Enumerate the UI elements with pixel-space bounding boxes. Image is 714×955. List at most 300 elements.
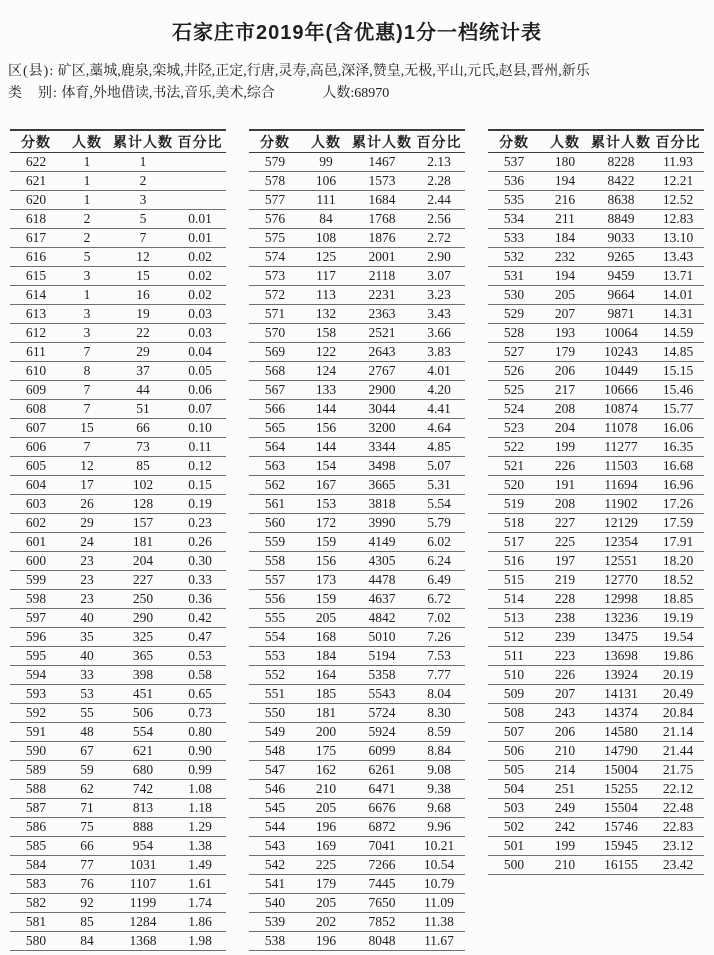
table-row [10, 913, 226, 932]
cell-count: 99 [301, 153, 351, 172]
cell-count: 199 [540, 837, 590, 856]
cell-cumulative: 14131 [590, 685, 652, 704]
cell-percent: 7.02 [413, 609, 465, 628]
cell-score: 599 [10, 571, 62, 590]
cell-score: 533 [488, 229, 540, 248]
cell-percent: 0.01 [174, 210, 226, 229]
cell-count: 223 [540, 647, 590, 666]
cell-score: 604 [10, 476, 62, 495]
table-row [10, 761, 226, 780]
cell-count: 154 [301, 457, 351, 476]
cell-score: 573 [249, 267, 301, 286]
cell-cumulative: 5724 [351, 704, 413, 723]
table-row [249, 153, 465, 172]
cell-count: 232 [540, 248, 590, 267]
cell-cumulative: 11503 [590, 457, 652, 476]
cell-cumulative: 1107 [112, 875, 174, 894]
cell-cumulative: 10243 [590, 343, 652, 362]
cell-count: 168 [301, 628, 351, 647]
cell-count: 122 [301, 343, 351, 362]
cell-score: 548 [249, 742, 301, 761]
table-row [249, 666, 465, 685]
table-row [10, 495, 226, 514]
table-row [249, 552, 465, 571]
cell-cumulative: 365 [112, 647, 174, 666]
cell-count: 84 [62, 932, 112, 951]
table-row [10, 305, 226, 324]
table-row [10, 666, 226, 685]
cell-count: 243 [540, 704, 590, 723]
cell-count: 184 [301, 647, 351, 666]
cell-cumulative: 2363 [351, 305, 413, 324]
cell-cumulative: 3 [112, 191, 174, 210]
cell-count: 184 [540, 229, 590, 248]
cell-score: 605 [10, 457, 62, 476]
cell-count: 202 [301, 913, 351, 932]
cell-score: 553 [249, 647, 301, 666]
col-header-count: 人数 [540, 130, 590, 153]
cell-count: 196 [301, 818, 351, 837]
cell-count: 5 [62, 248, 112, 267]
cell-percent: 0.02 [174, 248, 226, 267]
cell-score: 613 [10, 305, 62, 324]
cell-percent: 3.07 [413, 267, 465, 286]
cell-score: 565 [249, 419, 301, 438]
cell-percent: 0.58 [174, 666, 226, 685]
cell-percent: 15.15 [652, 362, 704, 381]
table-row [488, 191, 704, 210]
cell-percent: 7.53 [413, 647, 465, 666]
table-row [249, 267, 465, 286]
cell-score: 608 [10, 400, 62, 419]
table-row [249, 286, 465, 305]
cell-percent: 19.19 [652, 609, 704, 628]
cell-cumulative: 6261 [351, 761, 413, 780]
table-row [488, 818, 704, 837]
table-row [488, 552, 704, 571]
cell-percent: 1.86 [174, 913, 226, 932]
cell-cumulative: 11277 [590, 438, 652, 457]
cell-score: 536 [488, 172, 540, 191]
cell-count: 59 [62, 761, 112, 780]
table-row [10, 343, 226, 362]
cell-percent: 16.35 [652, 438, 704, 457]
cell-score: 589 [10, 761, 62, 780]
cell-percent: 20.84 [652, 704, 704, 723]
cell-score: 540 [249, 894, 301, 913]
cell-score: 606 [10, 438, 62, 457]
cell-count: 251 [540, 780, 590, 799]
col-header-count: 人数 [301, 130, 351, 153]
cell-cumulative: 11694 [590, 476, 652, 495]
cell-count: 162 [301, 761, 351, 780]
cell-percent: 20.19 [652, 666, 704, 685]
cell-count: 132 [301, 305, 351, 324]
cell-cumulative: 6676 [351, 799, 413, 818]
table-row [10, 191, 226, 210]
table-row [488, 609, 704, 628]
table-row [488, 400, 704, 419]
table-row [249, 210, 465, 229]
cell-score: 557 [249, 571, 301, 590]
cell-count: 12 [62, 457, 112, 476]
cell-percent: 8.30 [413, 704, 465, 723]
cell-percent: 23.12 [652, 837, 704, 856]
cell-percent: 0.47 [174, 628, 226, 647]
table-row [10, 229, 226, 248]
table-row [10, 533, 226, 552]
cell-count: 15 [62, 419, 112, 438]
cell-score: 509 [488, 685, 540, 704]
cell-percent: 11.38 [413, 913, 465, 932]
cell-score: 574 [249, 248, 301, 267]
cell-count: 67 [62, 742, 112, 761]
cell-score: 586 [10, 818, 62, 837]
cell-cumulative: 250 [112, 590, 174, 609]
cell-percent: 23.42 [652, 856, 704, 875]
cell-percent: 0.73 [174, 704, 226, 723]
cell-score: 511 [488, 647, 540, 666]
cell-percent: 0.03 [174, 305, 226, 324]
cell-cumulative: 3498 [351, 457, 413, 476]
cell-cumulative: 12551 [590, 552, 652, 571]
cell-cumulative: 506 [112, 704, 174, 723]
cell-percent: 9.96 [413, 818, 465, 837]
cell-cumulative: 13698 [590, 647, 652, 666]
table-row [488, 647, 704, 666]
cell-count: 3 [62, 305, 112, 324]
cell-score: 558 [249, 552, 301, 571]
table-row [10, 476, 226, 495]
table-row [488, 286, 704, 305]
cell-score: 513 [488, 609, 540, 628]
cell-cumulative: 19 [112, 305, 174, 324]
cell-score: 525 [488, 381, 540, 400]
table-row [249, 932, 465, 951]
cell-cumulative: 4842 [351, 609, 413, 628]
table-row [488, 742, 704, 761]
cell-score: 607 [10, 419, 62, 438]
cell-percent: 10.21 [413, 837, 465, 856]
cell-count: 108 [301, 229, 351, 248]
table-row [488, 723, 704, 742]
cell-cumulative: 22 [112, 324, 174, 343]
cell-cumulative: 680 [112, 761, 174, 780]
score-table-left [10, 129, 226, 951]
cell-score: 502 [488, 818, 540, 837]
cell-percent: 22.83 [652, 818, 704, 837]
cell-percent: 16.06 [652, 419, 704, 438]
cell-count: 206 [540, 723, 590, 742]
table-row [10, 932, 226, 951]
cell-cumulative: 3344 [351, 438, 413, 457]
cell-cumulative: 8422 [590, 172, 652, 191]
cell-score: 609 [10, 381, 62, 400]
cell-count: 175 [301, 742, 351, 761]
cell-cumulative: 8228 [590, 153, 652, 172]
table-row [10, 742, 226, 761]
cell-cumulative: 3665 [351, 476, 413, 495]
cell-percent: 16.96 [652, 476, 704, 495]
cell-cumulative: 8048 [351, 932, 413, 951]
cell-cumulative: 2 [112, 172, 174, 191]
cell-score: 591 [10, 723, 62, 742]
cell-cumulative: 2118 [351, 267, 413, 286]
cell-percent: 13.43 [652, 248, 704, 267]
cell-count: 113 [301, 286, 351, 305]
cell-cumulative: 9265 [590, 248, 652, 267]
cell-percent: 0.15 [174, 476, 226, 495]
cell-cumulative: 12998 [590, 590, 652, 609]
cell-cumulative: 6099 [351, 742, 413, 761]
cell-cumulative: 1031 [112, 856, 174, 875]
cell-cumulative: 10449 [590, 362, 652, 381]
header-row [10, 130, 226, 153]
cell-count: 33 [62, 666, 112, 685]
category-list: 体育,外地借读,书法,音乐,美术,综合 [61, 86, 275, 101]
cell-count: 76 [62, 875, 112, 894]
cell-count: 239 [540, 628, 590, 647]
cell-cumulative: 204 [112, 552, 174, 571]
cell-count: 7 [62, 343, 112, 362]
cell-percent: 0.80 [174, 723, 226, 742]
cell-cumulative: 51 [112, 400, 174, 419]
cell-cumulative: 3990 [351, 514, 413, 533]
cell-count: 40 [62, 609, 112, 628]
cell-cumulative: 12 [112, 248, 174, 267]
table-row [249, 248, 465, 267]
table-row [488, 324, 704, 343]
table-row [249, 343, 465, 362]
cell-percent: 4.01 [413, 362, 465, 381]
cell-percent: 18.85 [652, 590, 704, 609]
cell-count: 208 [540, 400, 590, 419]
cell-cumulative: 9664 [590, 286, 652, 305]
table-row [10, 647, 226, 666]
cell-percent: 4.41 [413, 400, 465, 419]
cell-count: 249 [540, 799, 590, 818]
header-row [249, 130, 465, 153]
cell-score: 554 [249, 628, 301, 647]
cell-cumulative: 4637 [351, 590, 413, 609]
cell-count: 62 [62, 780, 112, 799]
cell-score: 530 [488, 286, 540, 305]
cell-percent: 14.59 [652, 324, 704, 343]
cell-percent: 5.79 [413, 514, 465, 533]
table-row [249, 419, 465, 438]
cell-cumulative: 16155 [590, 856, 652, 875]
cell-cumulative: 7852 [351, 913, 413, 932]
table-row [249, 894, 465, 913]
cell-score: 611 [10, 343, 62, 362]
cell-count: 23 [62, 552, 112, 571]
district-label: 区(县): [8, 64, 55, 79]
table-row [10, 704, 226, 723]
meta-block [8, 61, 714, 105]
table-row [488, 628, 704, 647]
cell-cumulative: 1768 [351, 210, 413, 229]
cell-cumulative: 2231 [351, 286, 413, 305]
cell-cumulative: 1284 [112, 913, 174, 932]
cell-percent: 0.02 [174, 286, 226, 305]
table-row [249, 229, 465, 248]
cell-cumulative: 7041 [351, 837, 413, 856]
cell-percent: 10.54 [413, 856, 465, 875]
cell-score: 519 [488, 495, 540, 514]
table-row [488, 761, 704, 780]
cell-cumulative: 128 [112, 495, 174, 514]
cell-count: 3 [62, 267, 112, 286]
table-row [10, 324, 226, 343]
cell-percent: 0.36 [174, 590, 226, 609]
table-row [10, 362, 226, 381]
col-header-score: 分数 [488, 130, 540, 153]
cell-percent: 18.52 [652, 571, 704, 590]
cell-count: 159 [301, 590, 351, 609]
table-area [0, 129, 714, 951]
col-header-percent: 百分比 [652, 130, 704, 153]
page-title: 石家庄市2019年(含优惠)1分一档统计表 [172, 22, 542, 44]
cell-score: 566 [249, 400, 301, 419]
cell-score: 520 [488, 476, 540, 495]
cell-score: 600 [10, 552, 62, 571]
cell-percent: 6.49 [413, 571, 465, 590]
cell-percent: 1.08 [174, 780, 226, 799]
cell-cumulative: 10666 [590, 381, 652, 400]
cell-percent [174, 191, 226, 210]
cell-percent: 4.20 [413, 381, 465, 400]
cell-count: 210 [540, 742, 590, 761]
cell-score: 535 [488, 191, 540, 210]
cell-percent: 2.72 [413, 229, 465, 248]
cell-score: 622 [10, 153, 62, 172]
cell-percent: 0.05 [174, 362, 226, 381]
cell-percent: 0.65 [174, 685, 226, 704]
cell-score: 579 [249, 153, 301, 172]
cell-count: 48 [62, 723, 112, 742]
cell-count: 205 [301, 799, 351, 818]
cell-score: 524 [488, 400, 540, 419]
cell-cumulative: 888 [112, 818, 174, 837]
table-row [10, 514, 226, 533]
cell-cumulative: 621 [112, 742, 174, 761]
cell-percent: 0.12 [174, 457, 226, 476]
cell-count: 55 [62, 704, 112, 723]
cell-count: 1 [62, 191, 112, 210]
cell-count: 205 [540, 286, 590, 305]
cell-count: 1 [62, 172, 112, 191]
table-row [249, 324, 465, 343]
cell-score: 563 [249, 457, 301, 476]
cell-count: 226 [540, 666, 590, 685]
table-row [249, 172, 465, 191]
cell-score: 550 [249, 704, 301, 723]
cell-cumulative: 1 [112, 153, 174, 172]
cell-cumulative: 451 [112, 685, 174, 704]
cell-score: 582 [10, 894, 62, 913]
cell-percent: 13.10 [652, 229, 704, 248]
cell-percent: 21.75 [652, 761, 704, 780]
cell-score: 575 [249, 229, 301, 248]
cell-cumulative: 1573 [351, 172, 413, 191]
col-header-percent: 百分比 [413, 130, 465, 153]
cell-score: 564 [249, 438, 301, 457]
table-row [488, 267, 704, 286]
col-header-cumulative: 累计人数 [112, 130, 174, 153]
cell-cumulative: 15255 [590, 780, 652, 799]
cell-score: 595 [10, 647, 62, 666]
table-row [10, 571, 226, 590]
cell-cumulative: 5358 [351, 666, 413, 685]
total-count: 人数:68970 [322, 86, 390, 101]
cell-percent: 16.68 [652, 457, 704, 476]
table-row [488, 438, 704, 457]
cell-score: 555 [249, 609, 301, 628]
cell-count: 194 [540, 172, 590, 191]
cell-count: 194 [540, 267, 590, 286]
cell-count: 219 [540, 571, 590, 590]
cell-percent: 17.91 [652, 533, 704, 552]
table-row [10, 457, 226, 476]
cell-percent: 14.85 [652, 343, 704, 362]
cell-count: 167 [301, 476, 351, 495]
cell-score: 572 [249, 286, 301, 305]
cell-cumulative: 73 [112, 438, 174, 457]
cell-percent: 20.49 [652, 685, 704, 704]
table-row [10, 248, 226, 267]
cell-cumulative: 37 [112, 362, 174, 381]
cell-count: 133 [301, 381, 351, 400]
table-row [10, 609, 226, 628]
cell-score: 507 [488, 723, 540, 742]
table-row [488, 362, 704, 381]
cell-count: 1 [62, 286, 112, 305]
table-row [10, 875, 226, 894]
table-row [488, 780, 704, 799]
cell-cumulative: 12354 [590, 533, 652, 552]
cell-cumulative: 181 [112, 533, 174, 552]
table-row [10, 438, 226, 457]
table-row [10, 381, 226, 400]
cell-score: 545 [249, 799, 301, 818]
cell-percent: 2.28 [413, 172, 465, 191]
cell-count: 156 [301, 419, 351, 438]
category-line [8, 83, 714, 105]
cell-score: 559 [249, 533, 301, 552]
cell-count: 124 [301, 362, 351, 381]
cell-count: 17 [62, 476, 112, 495]
cell-count: 40 [62, 647, 112, 666]
cell-count: 24 [62, 533, 112, 552]
table-row [249, 818, 465, 837]
cell-cumulative: 15746 [590, 818, 652, 837]
cell-score: 501 [488, 837, 540, 856]
table-row [249, 704, 465, 723]
cell-count: 23 [62, 571, 112, 590]
table-row [249, 305, 465, 324]
cell-score: 521 [488, 457, 540, 476]
cell-score: 570 [249, 324, 301, 343]
table-row [249, 647, 465, 666]
cell-count: 92 [62, 894, 112, 913]
cell-count: 191 [540, 476, 590, 495]
cell-cumulative: 7650 [351, 894, 413, 913]
cell-percent: 3.66 [413, 324, 465, 343]
cell-score: 560 [249, 514, 301, 533]
cell-count: 2 [62, 229, 112, 248]
cell-score: 568 [249, 362, 301, 381]
cell-cumulative: 13475 [590, 628, 652, 647]
